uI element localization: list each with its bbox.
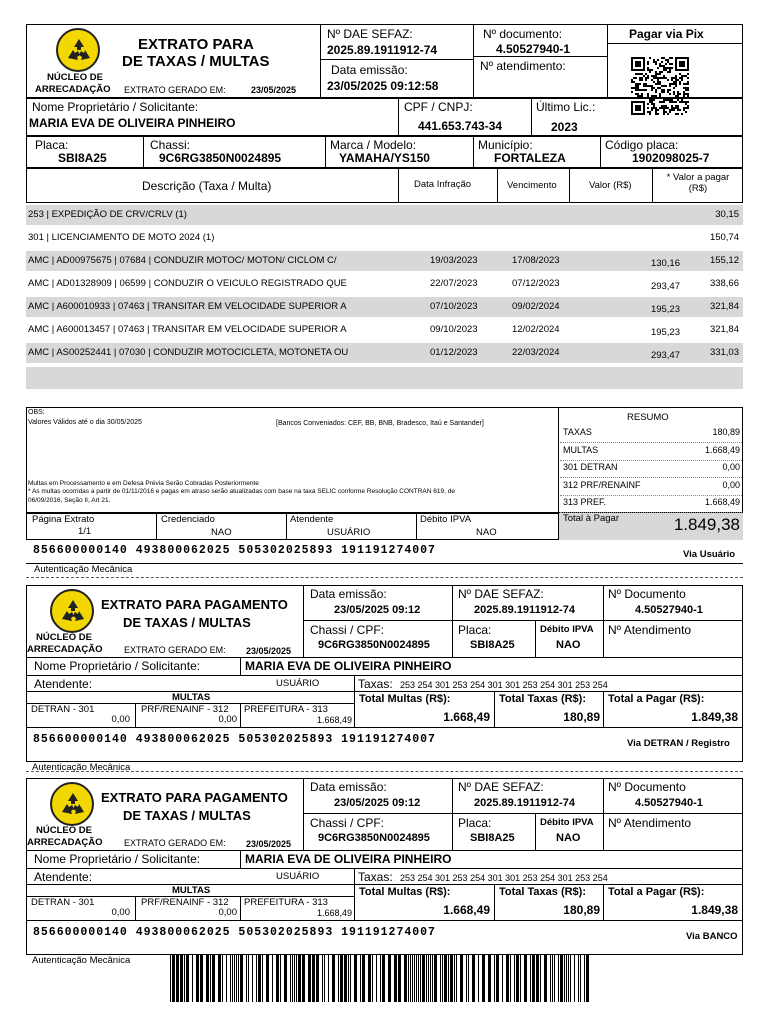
generated-date: 23/05/2025 bbox=[246, 646, 292, 656]
divider bbox=[320, 24, 321, 98]
cred-value: NAO bbox=[211, 527, 232, 538]
cell-desc: 301 | LICENCIAMENTO DE MOTO 2024 (1) bbox=[28, 232, 215, 243]
stub-title-line2: DE TAXAS / MULTAS bbox=[123, 615, 251, 630]
prf-label: PRF/RENAINF - 312 bbox=[141, 897, 229, 908]
total-taxas-label: Total Taxas (R$): bbox=[499, 693, 586, 705]
doc-number-value: 4.50527940-1 bbox=[635, 604, 703, 616]
cell-desc: AMC | AD01328909 | 06599 | CONDUZIR O VEICULO REGISTRADO QUE bbox=[28, 278, 347, 289]
obs-note1: Multas em Processamento e em Defesa Prévia Serão Cobradas Posteriormente bbox=[28, 480, 259, 487]
table-row bbox=[26, 297, 743, 317]
summary-item-value: 0,00 bbox=[722, 479, 740, 490]
divider bbox=[286, 513, 287, 540]
divider bbox=[652, 168, 653, 203]
owner-name-label: Nome Proprietário / Solicitante: bbox=[32, 100, 199, 114]
attendance-label: Nº atendimento: bbox=[480, 59, 566, 73]
divider bbox=[240, 850, 241, 868]
summary-item-value: 180,89 bbox=[712, 427, 740, 437]
cell-due: 12/02/2024 bbox=[512, 324, 560, 335]
divider bbox=[26, 920, 743, 921]
attendance-label: Nº Atendimento bbox=[608, 816, 692, 830]
table-row bbox=[26, 251, 743, 271]
col-due-header: Vencimento bbox=[507, 180, 557, 191]
city-value: FORTALEZA bbox=[494, 151, 566, 165]
divider bbox=[303, 778, 304, 850]
plate-code-label: Código placa: bbox=[605, 138, 679, 152]
cell-pay: 321,84 bbox=[709, 301, 739, 312]
cell-desc: AMC | AD00975675 | 07684 | CONDUZIR MOTOC/ MOTON/ CICLOM C/ bbox=[28, 255, 337, 266]
payment-barcode bbox=[170, 954, 592, 1002]
table-row bbox=[26, 274, 743, 294]
page-label: Página Extrato bbox=[32, 514, 95, 525]
summary-item-label: 312 PRF/RENAINF bbox=[563, 479, 641, 490]
att-label: Atendente: bbox=[34, 870, 93, 884]
pix-label: Pagar via Pix bbox=[629, 27, 704, 41]
divider bbox=[325, 136, 326, 168]
table-empty-row bbox=[26, 367, 743, 389]
cell-value: 293,47 bbox=[650, 350, 680, 361]
emission-label: Data emissão: bbox=[310, 780, 387, 794]
divider bbox=[558, 407, 559, 513]
cell-due: 17/08/2023 bbox=[512, 255, 560, 266]
total-taxas-value: 180,89 bbox=[563, 710, 600, 724]
recycle-logo-icon bbox=[50, 589, 94, 633]
plate-code-value: 1902098025-7 bbox=[632, 151, 710, 165]
dae-label: Nº DAE SEFAZ: bbox=[458, 780, 544, 794]
cell-pay: 155,12 bbox=[709, 255, 739, 266]
barcode-line: 856600000140 493800062025 505302025893 191191274007 bbox=[33, 733, 436, 746]
cell-date: 19/03/2023 bbox=[430, 255, 478, 266]
att-value: USUÁRIO bbox=[276, 678, 320, 689]
cell-date: 07/10/2023 bbox=[430, 301, 478, 312]
cut-line bbox=[26, 771, 743, 772]
cell-desc: 253 | EXPEDIÇÃO DE CRV/CRLV (1) bbox=[28, 209, 187, 220]
last-lic-value: 2023 bbox=[551, 120, 578, 134]
divider bbox=[26, 868, 743, 869]
cell-value: 293,47 bbox=[650, 281, 680, 292]
obs-banks: [Bancos Conveniados: CEF, BB, BNB, Bradesco, Itaú e Santander] bbox=[276, 420, 484, 427]
org-name-line2: ARRECADAÇÃO bbox=[35, 84, 111, 95]
ipva-value: NAO bbox=[556, 639, 581, 651]
chassis-label: Chassi / CPF: bbox=[310, 816, 385, 830]
dae-value: 2025.89.1911912-74 bbox=[474, 797, 575, 809]
prf-label: PRF/RENAINF - 312 bbox=[141, 704, 229, 715]
divider bbox=[473, 24, 474, 98]
summary-item-label: 301 DETRAN bbox=[563, 462, 618, 472]
owner-name-value: MARIA EVA DE OLIVEIRA PINHEIRO bbox=[245, 852, 452, 866]
total-pay-value: 1.849,38 bbox=[691, 903, 738, 917]
cell-value: 195,23 bbox=[650, 304, 680, 315]
col-pay-header: * Valor a pagar (R$) bbox=[666, 172, 730, 194]
owner-name-label: Nome Proprietário / Solicitante: bbox=[34, 659, 201, 673]
auth-label: Autenticação Mecânica bbox=[32, 762, 131, 773]
total-pay-label: Total a Pagar (R$): bbox=[608, 886, 705, 898]
divider bbox=[531, 98, 532, 136]
chassis-value: 9C6RG3850N0024895 bbox=[318, 832, 430, 844]
col-value-header: Valor (R$) bbox=[589, 180, 632, 191]
divider bbox=[473, 136, 474, 168]
cell-desc: AMC | A600010933 | 07463 | TRANSITAR EM VELOCIDADE SUPERIOR A bbox=[28, 301, 347, 312]
owner-name-value: MARIA EVA DE OLIVEIRA PINHEIRO bbox=[245, 659, 452, 673]
cpf-label: CPF / CNPJ: bbox=[404, 100, 473, 114]
cell-value: 195,23 bbox=[650, 327, 680, 338]
divider bbox=[494, 884, 495, 920]
ipva-label: Débito IPVA bbox=[540, 817, 594, 828]
divider bbox=[603, 884, 604, 920]
dae-label: Nº DAE SEFAZ: bbox=[458, 587, 544, 601]
cell-value: 130,16 bbox=[650, 258, 680, 269]
barcode-line: 856600000140 493800062025 505302025893 191191274007 bbox=[33, 544, 436, 557]
divider bbox=[535, 620, 536, 657]
pref-label: PREFEITURA - 313 bbox=[244, 704, 328, 715]
dae-value: 2025.89.1911912-74 bbox=[327, 43, 438, 57]
taxes-value: 253 254 301 253 254 301 301 253 254 301 253 254 bbox=[400, 680, 608, 690]
barcode-line: 856600000140 493800062025 505302025893 191191274007 bbox=[33, 926, 436, 939]
divider bbox=[452, 585, 453, 657]
org-name-line2: ARRECADAÇÃO bbox=[27, 837, 103, 848]
page-value: 1/1 bbox=[78, 526, 92, 537]
col-date-header: Data Infração bbox=[414, 179, 472, 190]
divider bbox=[607, 24, 608, 98]
doc-number-label: Nº Documento bbox=[608, 587, 686, 601]
generated-label: EXTRATO GERADO EM: bbox=[124, 85, 226, 95]
pref-value: 1.668,49 bbox=[316, 715, 352, 725]
total-pay-label: Total a Pagar (R$): bbox=[608, 693, 705, 705]
detran-label: DETRAN - 301 bbox=[31, 897, 95, 908]
divider bbox=[303, 620, 743, 621]
divider bbox=[416, 513, 417, 540]
org-name-line1: NÚCLEO DE bbox=[36, 825, 92, 836]
summary-item-label: 313 PREF. bbox=[563, 497, 607, 507]
divider bbox=[452, 778, 453, 850]
divider bbox=[156, 513, 157, 540]
cell-date: 09/10/2023 bbox=[430, 324, 478, 335]
divider bbox=[354, 868, 355, 920]
ipva-value: NAO bbox=[556, 832, 581, 844]
summary-title: RESUMO bbox=[627, 412, 669, 423]
total-multas-label: Total Multas (R$): bbox=[359, 693, 451, 705]
recycle-logo-icon bbox=[50, 782, 94, 826]
dae-label: Nº DAE SEFAZ: bbox=[327, 27, 413, 41]
att-value: USUÁRIO bbox=[327, 527, 371, 538]
divider bbox=[26, 850, 743, 851]
city-label: Município: bbox=[478, 138, 533, 152]
divider bbox=[26, 657, 743, 658]
table-header bbox=[26, 168, 743, 203]
auth-label: Autenticação Mecânica bbox=[32, 955, 131, 966]
plate-value: SBI8A25 bbox=[58, 151, 107, 165]
total-taxas-value: 180,89 bbox=[563, 903, 600, 917]
org-name-line2: ARRECADAÇÃO bbox=[27, 644, 103, 655]
stub-title-line2: DE TAXAS / MULTAS bbox=[123, 808, 251, 823]
taxes-label: Taxas: bbox=[358, 870, 393, 884]
multas-label: MULTAS bbox=[172, 692, 211, 703]
cell-pay: 150,74 bbox=[709, 232, 739, 243]
summary-item-label: TAXAS bbox=[563, 427, 592, 437]
ipva-label: Débito IPVA bbox=[420, 514, 472, 525]
cell-pay: 321,84 bbox=[709, 324, 739, 335]
org-name-line1: NÚCLEO DE bbox=[47, 72, 103, 83]
total-value: 1.849,38 bbox=[673, 515, 740, 534]
detran-label: DETRAN - 301 bbox=[31, 704, 95, 715]
obs-label: OBS: bbox=[28, 409, 45, 416]
taxes-label: Taxas: bbox=[358, 677, 393, 691]
plate-label: Placa: bbox=[35, 138, 69, 152]
summary-separator bbox=[560, 495, 742, 496]
divider bbox=[26, 675, 743, 676]
owner-name-label: Nome Proprietário / Solicitante: bbox=[34, 852, 201, 866]
table-row bbox=[26, 320, 743, 340]
table-row bbox=[26, 228, 743, 248]
chassis-label: Chassi: bbox=[150, 138, 191, 152]
divider bbox=[535, 813, 536, 850]
emission-value: 23/05/2025 09:12:58 bbox=[327, 79, 439, 93]
emission-label: Data emissão: bbox=[310, 587, 387, 601]
generated-date: 23/05/2025 bbox=[246, 839, 292, 849]
divider bbox=[135, 703, 136, 727]
plate-value: SBI8A25 bbox=[470, 639, 515, 651]
doc-title-line1: EXTRATO PARA bbox=[138, 36, 254, 53]
cell-pay: 30,15 bbox=[715, 209, 739, 220]
recycle-logo-icon bbox=[56, 28, 100, 72]
plate-label: Placa: bbox=[458, 623, 492, 637]
doc-title-line2: DE TAXAS / MULTAS bbox=[122, 53, 270, 70]
divider bbox=[320, 59, 473, 60]
generated-label: EXTRATO GERADO EM: bbox=[124, 838, 226, 848]
plate-label: Placa: bbox=[458, 816, 492, 830]
summary-separator bbox=[560, 477, 742, 478]
prf-value: 0,00 bbox=[218, 907, 237, 918]
divider bbox=[398, 98, 399, 136]
cell-pay: 338,66 bbox=[709, 278, 739, 289]
divider bbox=[240, 657, 241, 675]
divider bbox=[494, 691, 495, 727]
att-label: Atendente bbox=[290, 514, 334, 525]
via-label: Via BANCO bbox=[686, 931, 738, 942]
doc-number-label: Nº Documento bbox=[608, 780, 686, 794]
summary-separator bbox=[560, 442, 742, 443]
divider bbox=[607, 43, 743, 44]
divider bbox=[603, 585, 604, 657]
chassis-label: Chassi / CPF: bbox=[310, 623, 385, 637]
divider bbox=[603, 691, 604, 727]
emission-value: 23/05/2025 09:12 bbox=[334, 604, 421, 616]
table-row bbox=[26, 343, 743, 363]
generated-date: 23/05/2025 bbox=[251, 85, 297, 95]
detran-value: 0,00 bbox=[111, 714, 130, 725]
col-desc-header: Descrição (Taxa / Multa) bbox=[142, 179, 272, 193]
cell-desc: AMC | AS00252441 | 07030 | CONDUZIR MOTOCICLETA, MOTONETA OU bbox=[28, 347, 349, 358]
generated-label: EXTRATO GERADO EM: bbox=[124, 645, 226, 655]
divider bbox=[603, 778, 604, 850]
brand-value: YAMAHA/YS150 bbox=[339, 151, 430, 165]
summary-item-label: MULTAS bbox=[563, 444, 599, 455]
summary-item-value: 1.668,49 bbox=[704, 497, 740, 507]
cell-date: 22/07/2023 bbox=[430, 278, 478, 289]
divider bbox=[497, 168, 498, 203]
detran-value: 0,00 bbox=[111, 907, 130, 918]
total-taxas-label: Total Taxas (R$): bbox=[499, 886, 586, 898]
divider bbox=[26, 727, 743, 728]
dae-value: 2025.89.1911912-74 bbox=[474, 604, 575, 616]
org-name-line1: NÚCLEO DE bbox=[36, 632, 92, 643]
divider bbox=[354, 675, 355, 727]
total-pay-value: 1.849,38 bbox=[691, 710, 738, 724]
last-lic-label: Último Lic.: bbox=[536, 100, 596, 114]
stub-title-line1: EXTRATO PARA PAGAMENTO bbox=[101, 790, 288, 805]
emission-value: 23/05/2025 09:12 bbox=[334, 797, 421, 809]
cell-desc: AMC | A600013457 | 07463 | TRANSITAR EM VELOCIDADE SUPERIOR A bbox=[28, 324, 347, 335]
pref-value: 1.668,49 bbox=[316, 908, 352, 918]
via-user: Via Usuário bbox=[683, 549, 736, 560]
obs-note2: * As multas ocorridas a partir de 01/11/2016 e pagas em atraso serão atualizadas com base na taxa SELIC conforme Resolução CONTRAN 619, de bbox=[28, 488, 455, 495]
total-label: Total à Pagar bbox=[563, 513, 619, 524]
divider bbox=[569, 168, 570, 203]
auth-label: Autenticação Mecânica bbox=[34, 564, 133, 575]
plate-value: SBI8A25 bbox=[470, 832, 515, 844]
att-value: USUÁRIO bbox=[276, 871, 320, 882]
summary-item-value: 1.668,49 bbox=[704, 444, 740, 455]
divider bbox=[600, 136, 601, 168]
brand-label: Marca / Modelo: bbox=[330, 138, 417, 152]
divider bbox=[26, 691, 743, 692]
total-multas-value: 1.668,49 bbox=[443, 710, 490, 724]
cred-label: Credenciado bbox=[161, 514, 215, 525]
chassis-value: 9C6RG3850N0024895 bbox=[159, 151, 282, 165]
divider bbox=[240, 896, 241, 920]
cell-due: 09/02/2024 bbox=[512, 301, 560, 312]
divider bbox=[240, 703, 241, 727]
cell-date: 01/12/2023 bbox=[430, 347, 478, 358]
divider bbox=[26, 563, 743, 564]
attendance-label: Nº Atendimento bbox=[608, 623, 692, 637]
ipva-label: Débito IPVA bbox=[540, 624, 594, 635]
cell-due: 07/12/2023 bbox=[512, 278, 560, 289]
cut-line bbox=[26, 577, 743, 578]
ipva-value: NAO bbox=[476, 527, 497, 538]
summary-item-value: 0,00 bbox=[722, 462, 740, 472]
obs-note3: 06/09/2016, Seção II, Art 21. bbox=[28, 497, 111, 504]
stub-title-line1: EXTRATO PARA PAGAMENTO bbox=[101, 597, 288, 612]
divider bbox=[303, 813, 743, 814]
cell-pay: 331,03 bbox=[709, 347, 739, 358]
prf-value: 0,00 bbox=[218, 714, 237, 725]
cell-due: 22/03/2024 bbox=[512, 347, 560, 358]
pref-label: PREFEITURA - 313 bbox=[244, 897, 328, 908]
divider bbox=[303, 585, 304, 657]
summary-separator bbox=[560, 460, 742, 461]
chassis-value: 9C6RG3850N0024895 bbox=[318, 639, 430, 651]
emission-label: Data emissão: bbox=[331, 63, 408, 77]
obs-validity: Valores Válidos até o dia 30/05/2025 bbox=[28, 419, 142, 426]
total-multas-label: Total Multas (R$): bbox=[359, 886, 451, 898]
via-label: Via DETRAN / Registro bbox=[627, 738, 730, 749]
taxes-value: 253 254 301 253 254 301 301 253 254 301 253 254 bbox=[400, 873, 608, 883]
doc-number-label: Nº documento: bbox=[483, 27, 563, 41]
doc-number-value: 4.50527940-1 bbox=[496, 42, 571, 56]
divider bbox=[398, 168, 399, 203]
total-multas-value: 1.668,49 bbox=[443, 903, 490, 917]
divider bbox=[135, 896, 136, 920]
doc-number-value: 4.50527940-1 bbox=[635, 797, 703, 809]
multas-label: MULTAS bbox=[172, 885, 211, 896]
divider bbox=[473, 56, 607, 57]
owner-name-value: MARIA EVA DE OLIVEIRA PINHEIRO bbox=[29, 116, 236, 130]
divider bbox=[26, 884, 743, 885]
divider bbox=[143, 136, 144, 168]
table-row bbox=[26, 205, 743, 225]
att-label: Atendente: bbox=[34, 677, 93, 691]
cpf-value: 441.653.743-34 bbox=[418, 119, 503, 133]
